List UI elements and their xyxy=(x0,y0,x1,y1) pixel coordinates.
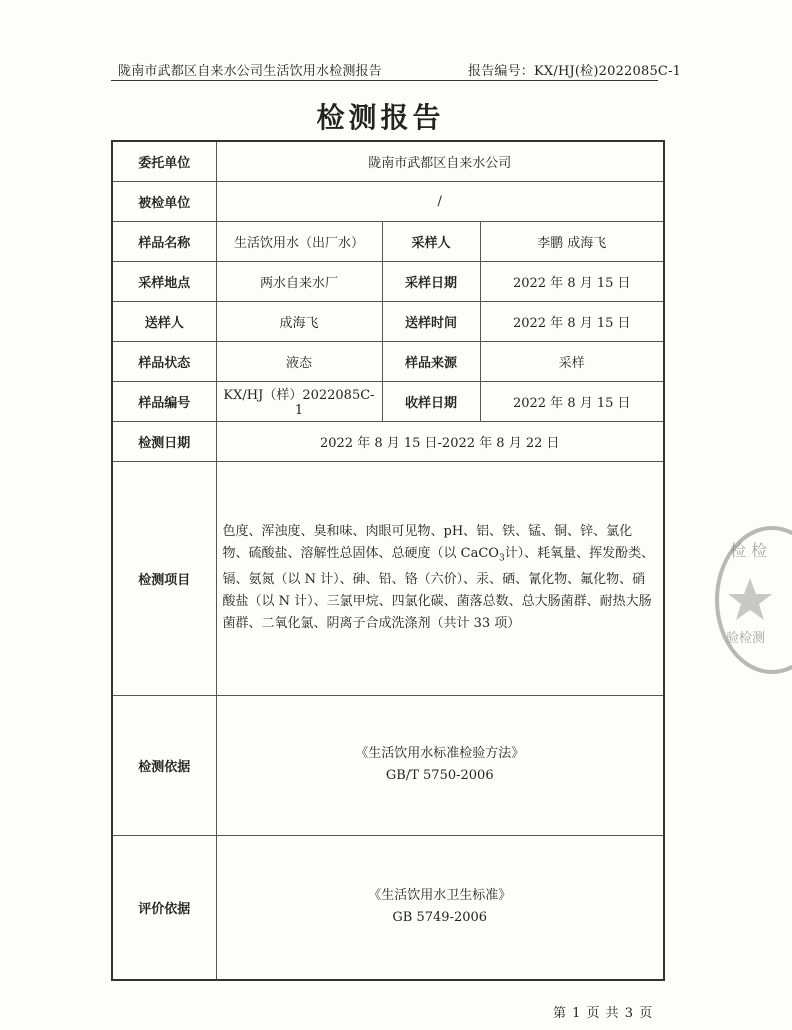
row-sample-site xyxy=(112,261,664,301)
inspection-seal-stamp xyxy=(712,520,792,680)
eval-basis-standard-name: 《生活饮用水卫生标准》 xyxy=(368,888,512,904)
test-items-label: 检测项目 xyxy=(112,461,216,695)
test-basis-label: 检测依据 xyxy=(112,695,216,835)
svg-text:验检测: 验检测 xyxy=(726,631,766,646)
receive-date-label: 收样日期 xyxy=(382,381,480,421)
row-sample-no xyxy=(112,381,664,421)
sampler-label: 采样人 xyxy=(382,221,480,261)
sample-name-label: 样品名称 xyxy=(112,221,216,261)
test-items-value xyxy=(216,461,664,695)
eval-basis-label: 评价依据 xyxy=(112,835,216,980)
test-items-text-a: 色度、浑浊度、臭和味、肉眼可见物、pH、铝、铁、锰、铜、锌、氯化物、硫酸盐、溶解性总固体、总硬度（以 CaCO xyxy=(222,523,633,561)
test-basis-standard-code: GB/T 5750-2006 xyxy=(385,768,494,783)
sampler-value: 李鹏 成海飞 xyxy=(480,221,664,261)
row-sender xyxy=(112,301,664,341)
sample-name-value: 生活饮用水（出厂水） xyxy=(216,221,382,261)
page-title: 检测报告 xyxy=(316,101,445,134)
send-time-value: 2022 年 8 月 15 日 xyxy=(480,301,664,341)
sample-source-label: 样品来源 xyxy=(382,341,480,381)
test-items-text-b: 计）、耗氧量、挥发酚类、镉、氨氮（以 N 计）、砷、铅、铬（六价）、汞、硒、氰化物、氟化物、硝酸盐（以 N 计）、三氯甲烷、四氯化碳、菌落总数、总大肠菌群、耐热大肠菌群、二氧化氯、阴离子合成洗涤剂（共计 33 项） xyxy=(222,545,655,632)
test-date-label: 检测日期 xyxy=(112,421,216,461)
sample-state-value: 液态 xyxy=(216,341,382,381)
sample-site-value: 两水自来水厂 xyxy=(216,261,382,301)
row-client xyxy=(112,141,664,181)
sample-state-label: 样品状态 xyxy=(112,341,216,381)
row-test-date xyxy=(112,421,664,461)
inspected-label: 被检单位 xyxy=(112,181,216,221)
row-eval-basis xyxy=(112,835,664,980)
header-divider xyxy=(111,80,658,81)
sample-no-label: 样品编号 xyxy=(112,381,216,421)
row-test-items xyxy=(112,461,664,695)
test-date-value: 2022 年 8 月 15 日-2022 年 8 月 22 日 xyxy=(216,421,664,461)
test-basis-value xyxy=(216,695,664,835)
report-number: 报告编号：KX/HJ(检)2022085C-1 xyxy=(468,64,682,79)
receive-date-value: 2022 年 8 月 15 日 xyxy=(480,381,664,421)
eval-basis-value xyxy=(216,835,664,980)
report-header-title: 陇南市武都区自来水公司生活饮用水检测报告 xyxy=(118,64,383,79)
sender-value: 成海飞 xyxy=(216,301,382,341)
page-number: 第 1 页 共 3 页 xyxy=(553,1006,654,1021)
inspected-value: / xyxy=(216,181,664,221)
client-label: 委托单位 xyxy=(112,141,216,181)
row-inspected xyxy=(112,181,664,221)
send-time-label: 送样时间 xyxy=(382,301,480,341)
eval-basis-standard-code: GB 5749-2006 xyxy=(392,910,488,926)
test-items-subscript: 3 xyxy=(498,553,505,564)
sample-site-label: 采样地点 xyxy=(112,261,216,301)
row-test-basis xyxy=(112,695,664,835)
sample-no-value: KX/HJ（样）2022085C-1 xyxy=(216,381,382,421)
test-basis-standard-name: 《生活饮用水标准检验方法》 xyxy=(355,746,525,761)
svg-text:检 检: 检 检 xyxy=(730,541,768,560)
sample-date-label: 采样日期 xyxy=(382,261,480,301)
sender-label: 送样人 xyxy=(112,301,216,341)
sample-source-value: 采样 xyxy=(480,341,664,381)
report-table xyxy=(111,140,665,981)
row-sample-state xyxy=(112,341,664,381)
row-sample-name xyxy=(112,221,664,261)
sample-date-value: 2022 年 8 月 15 日 xyxy=(480,261,664,301)
client-value: 陇南市武都区自来水公司 xyxy=(216,141,664,181)
